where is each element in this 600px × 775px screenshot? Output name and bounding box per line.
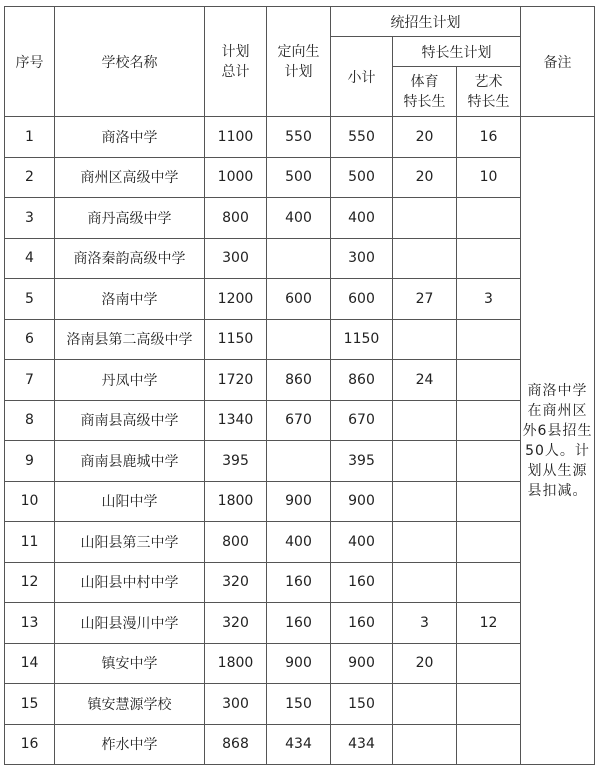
cell-sports: 24 [393,360,457,401]
cell-plan-total: 300 [205,238,267,279]
cell-plan-total: 1800 [205,643,267,684]
cell-plan-total: 320 [205,562,267,603]
cell-sports: 20 [393,117,457,158]
cell-school: 商州区高级中学 [55,157,205,198]
cell-seq: 1 [5,117,55,158]
cell-subtotal: 160 [331,603,393,644]
cell-plan-total: 1720 [205,360,267,401]
cell-sports [393,562,457,603]
cell-directed [267,441,331,482]
cell-directed: 160 [267,562,331,603]
header-special: 特长生计划 [393,37,521,67]
cell-school: 山阳县中村中学 [55,562,205,603]
cell-school: 丹凤中学 [55,360,205,401]
table-row [5,319,595,360]
cell-school: 商洛秦韵高级中学 [55,238,205,279]
cell-seq: 16 [5,724,55,765]
header-plan-total: 计划 总计 [205,7,267,117]
table-row [5,603,595,644]
header-unified: 统招生计划 [331,7,521,37]
cell-directed: 860 [267,360,331,401]
cell-plan-total: 1800 [205,481,267,522]
cell-arts: 3 [457,279,521,320]
cell-school: 商洛中学 [55,117,205,158]
cell-sports [393,522,457,563]
cell-seq: 5 [5,279,55,320]
cell-school: 商南县高级中学 [55,400,205,441]
cell-arts [457,319,521,360]
cell-subtotal: 670 [331,400,393,441]
cell-plan-total: 1150 [205,319,267,360]
enrollment-plan-table [4,6,595,765]
cell-arts [457,684,521,725]
cell-school: 洛南中学 [55,279,205,320]
cell-arts [457,562,521,603]
cell-arts: 16 [457,117,521,158]
cell-arts [457,198,521,239]
cell-directed: 900 [267,481,331,522]
cell-seq: 12 [5,562,55,603]
cell-arts: 10 [457,157,521,198]
cell-seq: 11 [5,522,55,563]
cell-seq: 14 [5,643,55,684]
cell-subtotal: 395 [331,441,393,482]
cell-sports: 20 [393,643,457,684]
table-row [5,562,595,603]
table-row [5,724,595,765]
cell-sports: 20 [393,157,457,198]
cell-subtotal: 900 [331,643,393,684]
cell-directed [267,238,331,279]
cell-directed: 670 [267,400,331,441]
cell-plan-total: 800 [205,522,267,563]
cell-plan-total: 1000 [205,157,267,198]
cell-arts [457,400,521,441]
cell-arts [457,522,521,563]
cell-plan-total: 300 [205,684,267,725]
header-sports: 体育 特长生 [393,67,457,117]
cell-arts [457,238,521,279]
cell-directed: 600 [267,279,331,320]
cell-subtotal: 300 [331,238,393,279]
cell-seq: 6 [5,319,55,360]
cell-directed: 400 [267,198,331,239]
header-school: 学校名称 [55,7,205,117]
cell-school: 商南县鹿城中学 [55,441,205,482]
cell-plan-total: 320 [205,603,267,644]
cell-plan-total: 1100 [205,117,267,158]
cell-sports [393,238,457,279]
cell-sports: 27 [393,279,457,320]
cell-plan-total: 395 [205,441,267,482]
cell-school: 山阳县漫川中学 [55,603,205,644]
cell-seq: 7 [5,360,55,401]
cell-plan-total: 800 [205,198,267,239]
cell-school: 山阳县第三中学 [55,522,205,563]
cell-directed: 500 [267,157,331,198]
cell-subtotal: 150 [331,684,393,725]
cell-school: 山阳中学 [55,481,205,522]
cell-subtotal: 900 [331,481,393,522]
cell-school: 商丹高级中学 [55,198,205,239]
cell-sports [393,441,457,482]
cell-sports [393,319,457,360]
cell-arts [457,643,521,684]
cell-directed: 160 [267,603,331,644]
table-row [5,157,595,198]
cell-sports [393,481,457,522]
cell-arts [457,724,521,765]
cell-seq: 2 [5,157,55,198]
cell-subtotal: 600 [331,279,393,320]
cell-subtotal: 400 [331,198,393,239]
cell-arts [457,481,521,522]
table-row [5,481,595,522]
cell-seq: 4 [5,238,55,279]
cell-arts [457,360,521,401]
cell-school: 洛南县第二高级中学 [55,319,205,360]
note-cell: 商洛中学在商州区外6县招生50人。计划从生源县扣减。 [521,117,595,765]
cell-directed [267,319,331,360]
cell-directed: 900 [267,643,331,684]
cell-school: 柞水中学 [55,724,205,765]
table-row [5,643,595,684]
cell-arts: 12 [457,603,521,644]
cell-subtotal: 550 [331,117,393,158]
cell-directed: 400 [267,522,331,563]
cell-subtotal: 860 [331,360,393,401]
cell-plan-total: 1340 [205,400,267,441]
header-note: 备注 [521,7,595,117]
table-row [5,198,595,239]
table-row [5,279,595,320]
cell-sports [393,400,457,441]
cell-seq: 8 [5,400,55,441]
cell-school: 镇安中学 [55,643,205,684]
cell-subtotal: 1150 [331,319,393,360]
cell-seq: 9 [5,441,55,482]
cell-arts [457,441,521,482]
header-directed: 定向生 计划 [267,7,331,117]
cell-sports [393,684,457,725]
table-row [5,400,595,441]
cell-seq: 3 [5,198,55,239]
header-subtotal: 小计 [331,37,393,117]
cell-seq: 10 [5,481,55,522]
table-row [5,238,595,279]
table-row [5,117,595,158]
cell-seq: 13 [5,603,55,644]
cell-subtotal: 500 [331,157,393,198]
table-row [5,522,595,563]
cell-sports [393,198,457,239]
header-arts: 艺术 特长生 [457,67,521,117]
table-row [5,684,595,725]
cell-subtotal: 400 [331,522,393,563]
header-seq: 序号 [5,7,55,117]
cell-subtotal: 434 [331,724,393,765]
cell-school: 镇安慧源学校 [55,684,205,725]
table-row [5,360,595,401]
cell-directed: 550 [267,117,331,158]
cell-directed: 434 [267,724,331,765]
cell-sports: 3 [393,603,457,644]
cell-subtotal: 160 [331,562,393,603]
cell-directed: 150 [267,684,331,725]
cell-plan-total: 868 [205,724,267,765]
table-row [5,441,595,482]
cell-sports [393,724,457,765]
cell-plan-total: 1200 [205,279,267,320]
cell-seq: 15 [5,684,55,725]
